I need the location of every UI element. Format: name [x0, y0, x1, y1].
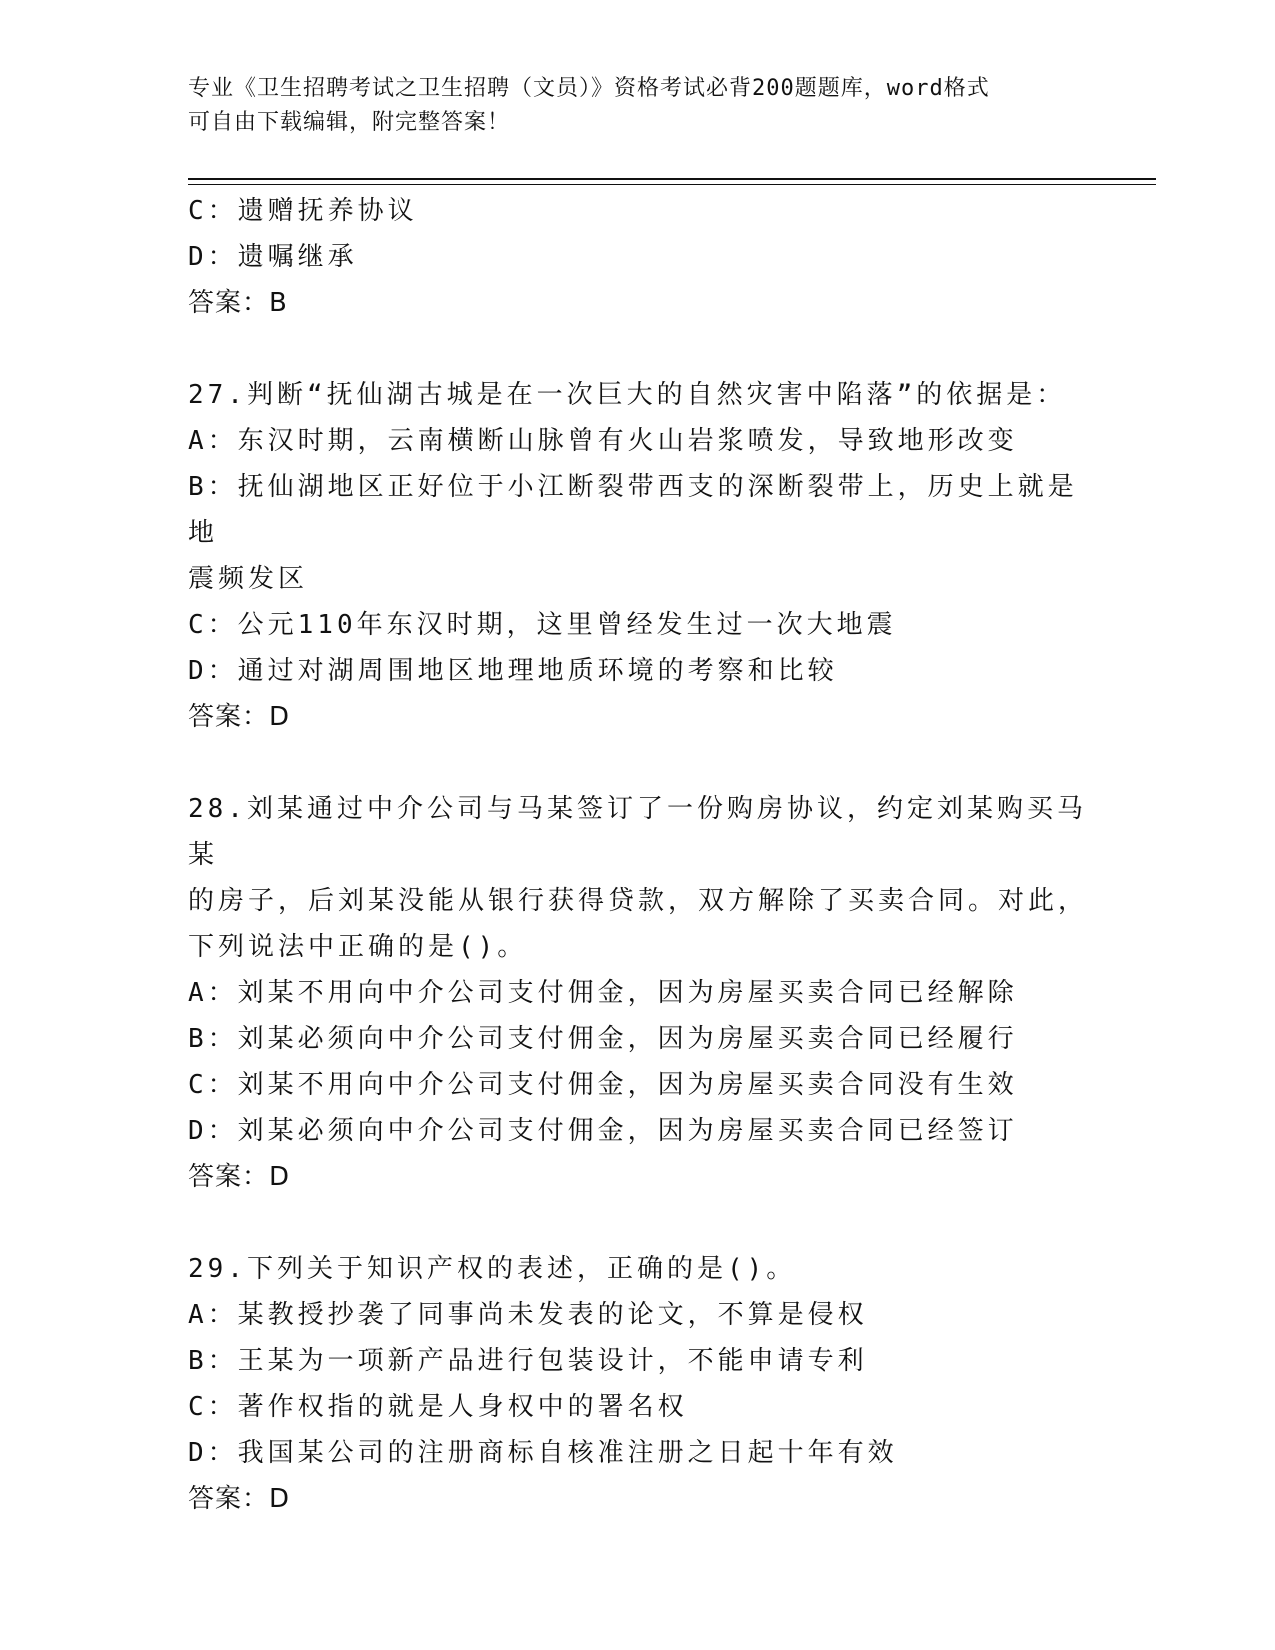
spacer [188, 740, 1088, 786]
option-a: A：东汉时期，云南横断山脉曾有火山岩浆喷发，导致地形改变 [188, 426, 1018, 456]
spacer [188, 1200, 1088, 1246]
header-rule-thick [188, 178, 1156, 180]
answer: 答案：B [188, 288, 288, 318]
option-d: D：我国某公司的注册商标自核准注册之日起十年有效 [188, 1438, 898, 1468]
option-d: D：通过对湖周围地区地理地质环境的考察和比较 [188, 656, 838, 686]
option-c: C：遗赠抚养协议 [188, 196, 418, 226]
option-d: D：遗嘱继承 [188, 242, 358, 272]
header-line-2: 可自由下载编辑，附完整答案！ [188, 110, 511, 135]
option-b: B：王某为一项新产品进行包装设计，不能申请专利 [188, 1346, 868, 1376]
question-stem: 29.下列关于知识产权的表述，正确的是()。 [188, 1254, 797, 1284]
option-b-continued: 震频发区 [188, 564, 309, 594]
question-27 [188, 372, 1088, 740]
question-list [188, 188, 1088, 1522]
spacer [188, 326, 1088, 372]
option-c: C：公元110年东汉时期，这里曾经发生过一次大地震 [188, 610, 897, 640]
header-rule-thin [188, 184, 1156, 185]
option-a: A：刘某不用向中介公司支付佣金，因为房屋买卖合同已经解除 [188, 978, 1018, 1008]
question-stem: 28.刘某通过中介公司与马某签订了一份购房协议，约定刘某购买马某 [188, 794, 1087, 870]
question-stem: 27.判断“抚仙湖古城是在一次巨大的自然灾害中陷落”的依据是： [188, 380, 1067, 410]
header-line-1: 专业《卫生招聘考试之卫生招聘（文员）》资格考试必背200题题库，word格式 [188, 76, 990, 101]
answer: 答案：D [188, 1162, 291, 1192]
option-b: B：抚仙湖地区正好位于小江断裂带西支的深断裂带上，历史上就是地 [188, 472, 1078, 548]
answer: 答案：D [188, 1484, 291, 1514]
question-29 [188, 1246, 1088, 1522]
option-c: C：刘某不用向中介公司支付佣金，因为房屋买卖合同没有生效 [188, 1070, 1018, 1100]
question-stem-continued: 下列说法中正确的是()。 [188, 932, 528, 962]
option-b: B：刘某必须向中介公司支付佣金，因为房屋买卖合同已经履行 [188, 1024, 1018, 1054]
option-d: D：刘某必须向中介公司支付佣金，因为房屋买卖合同已经签订 [188, 1116, 1018, 1146]
option-a: A：某教授抄袭了同事尚未发表的论文，不算是侵权 [188, 1300, 868, 1330]
option-c: C：著作权指的就是人身权中的署名权 [188, 1392, 688, 1422]
answer: 答案：D [188, 702, 291, 732]
question-26 [188, 188, 1088, 326]
question-28 [188, 786, 1088, 1200]
page-header [188, 72, 1088, 140]
question-stem-continued: 的房子，后刘某没能从银行获得贷款，双方解除了买卖合同。对此， [188, 886, 1089, 916]
